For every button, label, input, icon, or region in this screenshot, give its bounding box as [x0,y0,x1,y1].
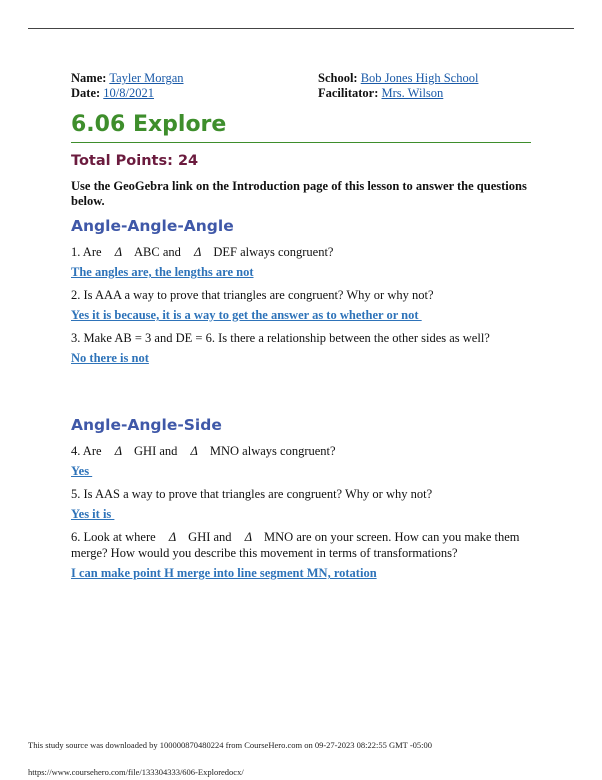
triangle-icon: Δ [168,530,177,544]
triangle-icon: Δ [114,444,123,458]
date-line [71,86,154,101]
footer-url[interactable]: https://www.coursehero.com/file/133304333/606-Exploredocx/ [28,767,244,777]
answer-6[interactable]: I can make point H merge into line segment MN, rotation [71,566,377,580]
top-rule [28,28,574,29]
question-1-text: 1. Are [71,245,102,259]
question-1-tri-1: ABC and [134,245,181,259]
answer-5[interactable]: Yes it is [71,507,115,521]
question-6-text: 6. Look at where [71,530,156,544]
footer-source: This study source was downloaded by 100000870480224 from CourseHero.com on 09-27-2023 08:22:55 GMT -05:00 [28,740,433,750]
question-6-line-2: merge? How would you describe this movement in terms of transformations? [71,546,458,560]
answer-3[interactable]: No there is not [71,351,149,365]
question-4-tri-1: GHI and [134,444,178,458]
section-heading-aas: Angle-Angle-Side [71,416,222,434]
answer-1[interactable]: The angles are, the lengths are not [71,265,254,279]
school-value[interactable]: Bob Jones High School [360,71,479,85]
question-6-tri-1: GHI and [188,530,232,544]
title-rule [71,142,531,143]
date-value[interactable]: 10/8/2021 [103,86,154,100]
question-6 [71,529,541,561]
section-heading-aaa: Angle-Angle-Angle [71,217,234,235]
question-2: 2. Is AAA a way to prove that triangles are congruent? Why or why not? [71,288,434,302]
name-label: Name: [71,71,107,85]
total-points: Total Points: 24 [71,153,199,169]
question-1-tri-2: DEF always congruent? [213,245,334,259]
name-value[interactable]: Tayler Morgan [109,71,184,85]
date-label: Date: [71,86,101,100]
page-title: 6.06 Explore [71,112,227,137]
name-line [71,71,184,86]
answer-2[interactable]: Yes it is because, it is a way to get the answer as to whether or not [71,308,422,322]
facilitator-label: Facilitator: [318,86,379,100]
answer-4[interactable]: Yes [71,464,93,478]
facilitator-line [318,86,443,101]
school-line [318,71,478,86]
question-4 [71,443,541,459]
question-5: 5. Is AAS a way to prove that triangles are congruent? Why or why not? [71,487,433,501]
question-1 [71,244,541,260]
triangle-icon: Δ [190,444,198,458]
question-6-tri-2: MNO are on your screen. How can you make them [264,530,520,544]
facilitator-value[interactable]: Mrs. Wilson [381,86,444,100]
triangle-icon: Δ [244,530,253,544]
triangle-icon: Δ [194,245,202,259]
question-4-text: 4. Are [71,444,102,458]
question-4-tri-2: MNO always congruent? [209,444,336,458]
triangle-icon: Δ [114,245,123,259]
question-3: 3. Make AB = 3 and DE = 6. Is there a relationship between the other sides as well? [71,331,490,345]
school-label: School: [318,71,358,85]
instructions: Use the GeoGebra link on the Introduction page of this lesson to answer the questions below. [71,179,527,208]
